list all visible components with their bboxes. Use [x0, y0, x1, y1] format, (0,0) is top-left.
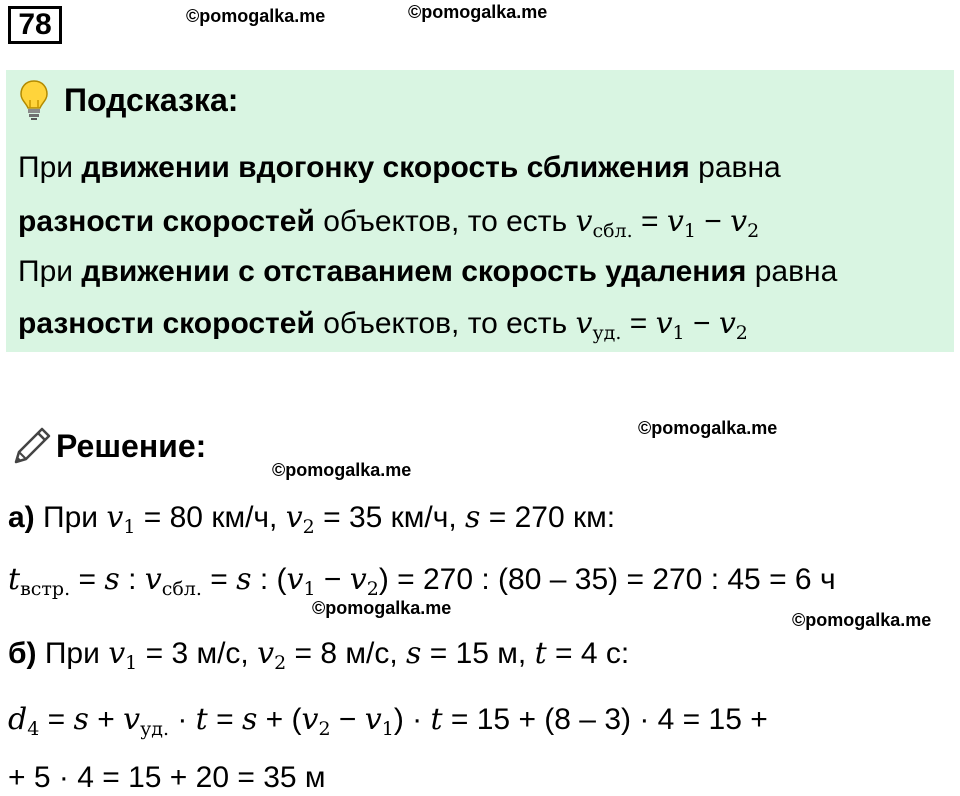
- hint-line-3: При движении с отставанием скорость удаления равна: [18, 255, 838, 288]
- part-a-condition: а) При $v_1 = 80$ км/ч, $v_2 = 35$ км/ч, s = 270 км:: [8, 500, 616, 538]
- lightbulb-icon: [18, 78, 50, 122]
- hint-line-2: разности скоростей объектов, то есть $v_{сбл.} = v_1 - v_2$: [18, 204, 760, 242]
- watermark: ©pomogalka.me: [792, 610, 932, 630]
- pencil-icon: [10, 424, 54, 468]
- part-b-formula-continued: + 5 · 4 = 15 + 20 = 35 м: [8, 761, 326, 794]
- watermark: ©pomogalka.me: [408, 2, 548, 22]
- part-b-formula: $d_4 = s + v_{уд.} \cdot t = s + (v_2 - v_1) \cdot t = 15 + (8 - 3) \cdot 4 = 15$ +: [8, 702, 768, 740]
- solution-title: Решение:: [56, 428, 207, 464]
- watermark: ©pomogalka.me: [312, 598, 452, 618]
- watermark: ©pomogalka.me: [186, 6, 326, 26]
- hint-line-4: разности скоростей объектов, то есть $v_{уд.} = v_1 - v_2$: [18, 306, 748, 344]
- watermark: ©pomogalka.me: [272, 460, 412, 480]
- watermark: ©pomogalka.me: [638, 418, 778, 438]
- part-a-formula: $t_{встр.} = s$ : $v_{сбл.} = s$ : $(v_1 - v_2) = 270$ : (80 – 35) = 270 : 45 = 6 ч: [8, 562, 836, 600]
- hint-line-1: При движении вдогонку скорость сближения равна: [18, 151, 781, 184]
- problem-number: 78: [8, 6, 62, 44]
- hint-title: Подсказка:: [64, 82, 239, 118]
- part-b-condition: б) При $v_1 = 3$ м/с, $v_2 = 8$ м/с, s = 15 м, t = 4 с:: [8, 636, 630, 674]
